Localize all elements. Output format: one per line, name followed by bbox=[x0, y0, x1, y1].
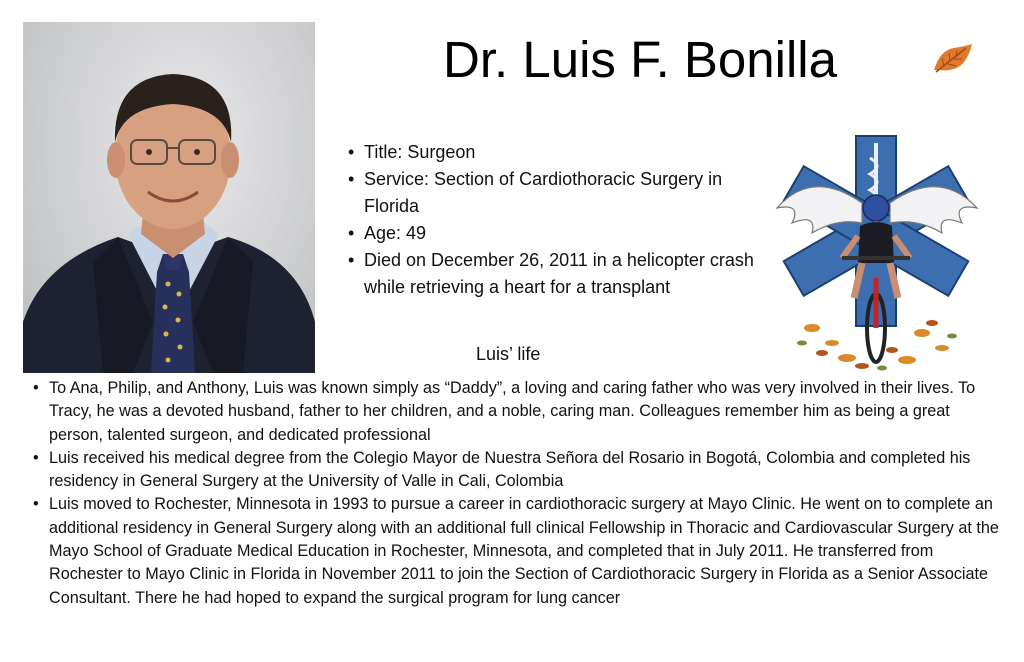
portrait-photo bbox=[23, 22, 315, 373]
autumn-leaf-icon bbox=[930, 40, 976, 83]
life-list bbox=[33, 377, 1008, 610]
page-title: Dr. Luis F. Bonilla bbox=[443, 31, 838, 88]
fact-service: • Service: Section of Cardiothoracic Surgery in Florida bbox=[345, 166, 775, 220]
life-item-family: • To Ana, Philip, and Anthony, Luis was known simply as “Daddy”, a loving and caring father who was very involved in their lives. To Tracy, he was a devoted husband, father to her children, and a noble, caring man. Colleagues remember him as being a great person, talented surgeon, and dedicated professional bbox=[33, 377, 1008, 447]
star-of-life-cyclist-illustration bbox=[772, 128, 982, 378]
life-item-education: • Luis received his medical degree from the Colegio Mayor de Nuestra Señora del Rosario in Bogotá, Colombia and completed his residency in General Surgery at the University of Valle in Cali, Colombia bbox=[33, 447, 1008, 494]
life-heading: Luis’ life bbox=[476, 344, 541, 364]
portrait-drawing bbox=[23, 22, 315, 373]
fact-age: • Age: 49 bbox=[345, 220, 775, 247]
fact-death: • Died on December 26, 2011 in a helicopter crash while retrieving a heart for a transplant bbox=[345, 247, 775, 301]
facts-list bbox=[345, 139, 775, 301]
fact-title: • Title: Surgeon bbox=[345, 139, 775, 166]
life-item-career: • Luis moved to Rochester, Minnesota in 1993 to pursue a career in cardiothoracic surgery at Mayo Clinic. He went on to complete an additional residency in General Surgery along with an additional full clinical Fellowship in Thoracic and Cardiovascular Surgery at the Mayo School of Graduate Medical Education in Rochester, Minnesota, and completed that in July 2011. He transferred from Rochester to Mayo Clinic in Florida in November 2011 to join the Section of Cardiothoracic Surgery in Florida as a Senior Associate Consultant. There he had hoped to expand the surgical program for lung cancer bbox=[33, 493, 1008, 609]
